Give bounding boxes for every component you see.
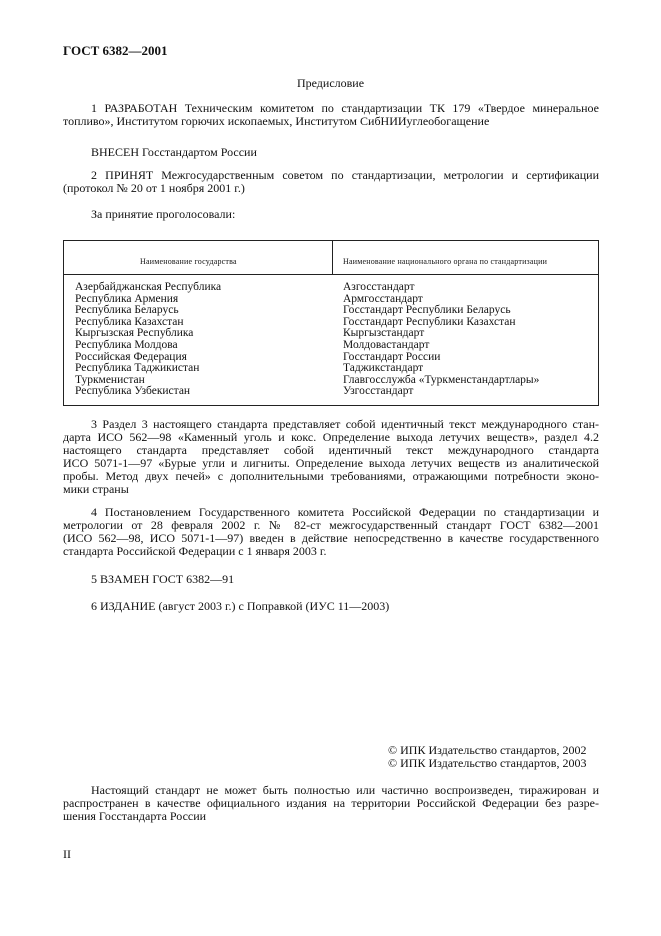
copyright-line: © ИПК Издательство стандартов, 2003 — [388, 756, 587, 770]
paragraph-voted: За принятие проголосовали: — [91, 207, 236, 221]
copyright-block — [388, 744, 600, 770]
table-column-standards-bodies — [343, 282, 539, 398]
table-cell-state: Республика Узбекистан — [75, 385, 191, 398]
paragraph-4-resolution — [63, 506, 599, 558]
paragraph-line: ИСО 5071-1—97 «Бурые угли и лигниты. Определение выхода летучих веществ из аналитической — [63, 456, 599, 470]
table-cell-standards-body: Госстандарт Республики Беларусь — [343, 304, 511, 317]
paragraph-3-section — [63, 418, 599, 496]
page-title: Предисловие — [296, 76, 365, 90]
paragraph-line: Настоящий стандарт не может быть полностью или частично воспроизведен, тиражирован и — [91, 783, 599, 797]
table-cell-state: Республика Таджикистан — [75, 362, 200, 375]
table-cell-standards-body: Госстандарт Республики Казахстан — [343, 315, 516, 328]
paragraph-line: 2 ПРИНЯТ Межгосударственным советом по стандартизации, метрологии и сертификации — [91, 168, 599, 182]
table-cell-state: Российская Федерация — [75, 350, 187, 363]
paragraph-line: (протокол № 20 от 1 ноября 2001 г.) — [63, 181, 245, 195]
paragraph-2-adopted — [63, 169, 599, 195]
paragraph-line: стандарта Российской Федерации с 1 января 2003 г. — [63, 544, 327, 558]
doc-code-header: ГОСТ 6382—2001 — [63, 43, 168, 58]
paragraph-line: мики страны — [63, 482, 129, 496]
table-column-divider — [332, 241, 333, 274]
voting-table — [63, 240, 599, 406]
paragraph-line: (ИСО 562—98, ИСО 5071-1—97) введен в действие непосредственно в качестве государственного — [63, 531, 599, 545]
paragraph-line: топливо», Институтом горючих ископаемых, Институтом СибНИИуглеобогащение — [63, 114, 490, 128]
table-cell-state: Республика Казахстан — [75, 315, 184, 328]
table-cell-standards-body: Молдовастандарт — [343, 338, 430, 351]
paragraph-line: дарта ИСО 562—98 «Каменный уголь и кокс. Определение выхода летучих веществ», раздел 4.2 — [63, 430, 599, 444]
paragraph-introduced: ВНЕСЕН Госстандартом России — [91, 145, 257, 159]
paragraph-5-replaces: 5 ВЗАМЕН ГОСТ 6382—91 — [91, 572, 235, 586]
paragraph-line: распространен в качестве официального издания на территории Российской Федерации без разре- — [63, 796, 599, 810]
paragraph-line: шения Госстандарта России — [63, 809, 207, 823]
table-cell-standards-body: Азгосстандарт — [343, 281, 415, 293]
table-cell-state: Республика Армения — [75, 292, 179, 305]
page-number: II — [63, 847, 71, 861]
table-header-state: Наименование государства — [140, 257, 237, 266]
table-cell-standards-body: Узгосстандарт — [343, 385, 414, 398]
paragraph-line: 1 РАЗРАБОТАН Техническим комитетом по стандартизации ТК 179 «Твердое минеральное — [91, 101, 599, 115]
paragraph-6-edition: 6 ИЗДАНИЕ (август 2003 г.) с Поправкой (ИУС 11—2003) — [91, 599, 390, 613]
table-cell-standards-body: Таджикстандарт — [343, 362, 424, 375]
table-cell-state: Туркменистан — [75, 373, 145, 386]
paragraph-line: 3 Раздел 3 настоящего стандарта представляет собой идентичный текст международного стан- — [91, 417, 599, 431]
table-cell-state: Республика Молдова — [75, 338, 178, 351]
table-cell-state: Азербайджанская Республика — [75, 281, 222, 293]
table-cell-standards-body: Кыргызстандарт — [343, 327, 425, 340]
copyright-line: © ИПК Издательство стандартов, 2002 — [388, 743, 587, 757]
reproduction-notice — [63, 784, 599, 823]
table-cell-standards-body: Армгосстандарт — [343, 292, 423, 305]
table-cell-standards-body: Госстандарт России — [343, 350, 441, 363]
table-cell-state: Республика Беларусь — [75, 304, 179, 317]
table-header-divider — [64, 274, 598, 275]
table-cell-standards-body: Главгосслужба «Туркменстандартлары» — [343, 373, 540, 386]
table-header-standards-body: Наименование национального органа по стандартизации — [343, 257, 548, 266]
paragraph-line: пробы. Метод двух печей» с дополнительными требованиями, отражающими потребности эконо- — [63, 469, 599, 483]
table-cell-state: Кыргызская Республика — [75, 327, 194, 340]
paragraph-1-developed — [63, 102, 599, 128]
paragraph-line: настоящего стандарта представляет собой идентичный текст международного стандарта — [63, 443, 599, 457]
paragraph-line: метрологии от 28 февраля 2002 г. № 82-ст межгосударственный стандарт ГОСТ 6382—2001 — [63, 518, 599, 532]
table-column-states — [75, 282, 221, 398]
paragraph-line: 4 Постановлением Государственного комитета Российской Федерации по стандартизации и — [91, 505, 599, 519]
